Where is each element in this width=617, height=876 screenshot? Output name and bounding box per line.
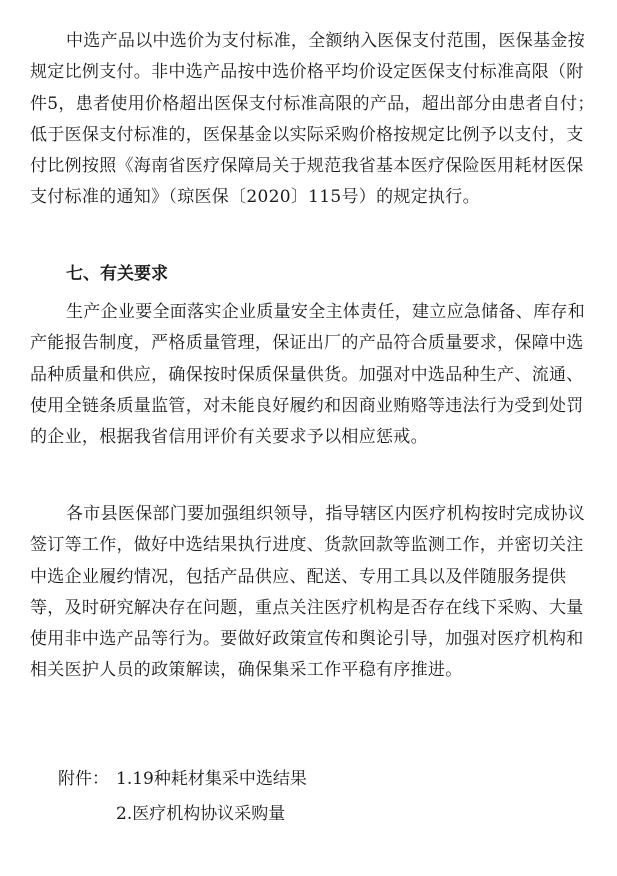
paragraph-enterprise-responsibility: 生产企业要全面落实企业质量安全主体责任，建立应急储备、库存和产能报告制度，严格质量管理，保证出厂的产品符合质量要求，保障中选品种质量和供应，确保按时保质保量供货。加强对中选品种生产、流通、使用全链条质量监管，对未能良好履约和因商业贿赂等违法行为受到处罚的企业，根据我省信用评价有关要求予以相应惩戒。	[30, 302, 585, 448]
attachment-item-1: 1.19种耗材集采中选结果	[116, 769, 307, 789]
section-heading-requirements: 七、有关要求	[66, 264, 168, 284]
paragraph-payment-standard: 中选产品以中选价为支付标准，全额纳入医保支付范围，医保基金按规定比例支付。非中选产品按中选价格平均价设定医保支付标准高限（附件5，患者使用价格超出医保支付标准高限的产品，超出部分由患者自付；低于医保支付标准的，医保基金以实际采购价格按规定比例予以支付，支付比例按照《海南省医疗保障局关于规范我省基本医疗保险医用耗材医保支付标准的通知》（琼医保〔2020〕115号）的规定执行。	[30, 31, 595, 208]
attachment-item-2: 2.医疗机构协议采购量	[116, 804, 286, 824]
attachments-label: 附件：	[58, 769, 109, 789]
paragraph-local-bureau-duties: 各市县医保部门要加强组织领导，指导辖区内医疗机构按时完成协议签订等工作，做好中选结果执行进度、货款回款等监测工作，并密切关注中选企业履约情况，包括产品供应、配送、专用工具以及伴随服务提供等，及时研究解决存在问题，重点关注医疗机构是否存在线下采购、大量使用非中选产品等行为。要做好政策宣传和舆论引导，加强对医疗机构和相关医护人员的政策解读，确保集采工作平稳有序推进。	[30, 504, 585, 681]
